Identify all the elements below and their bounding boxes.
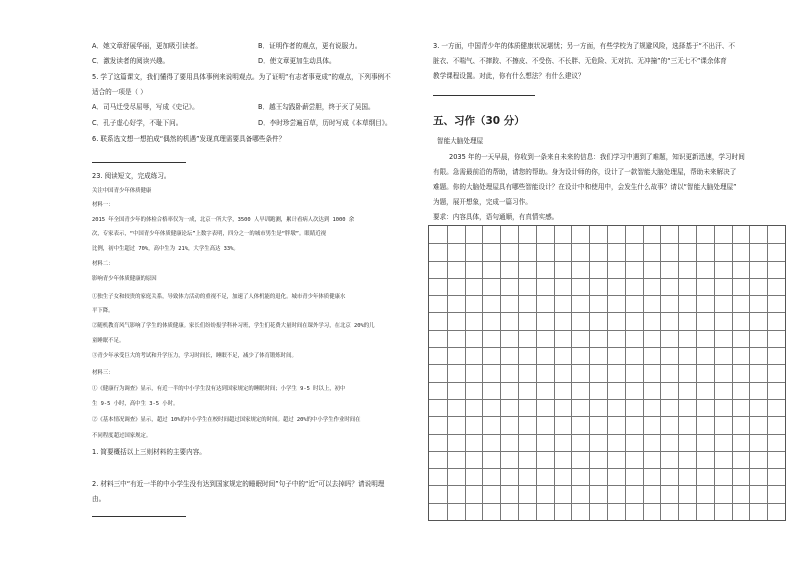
grid-column-line (714, 226, 715, 520)
material-2-line-2: 平下降。 (92, 308, 114, 314)
essay-writing-grid[interactable] (428, 225, 786, 521)
reading-section-title: 23. 阅读短文，完成练习。 (92, 172, 171, 180)
q3-line-1: 3. 一方面，中国青少年的体质健康状况堪忧；另一方面，有些学校为了规避风险，选择基于“不出汗、不 (433, 42, 735, 50)
grid-column-line (749, 226, 750, 520)
grid-column-line (732, 226, 733, 520)
material-3-line-3: ②《基本情况调查》显示，超过 10%的中小学生在校时间超过国家规定的时间。超过 20%的中小学生作业时间在 (92, 417, 361, 423)
writing-section-title: 五、习作（30 分） (433, 115, 525, 127)
grid-column-line (660, 226, 661, 520)
q5-option-b: B．越王勾践卧薪尝胆，终于灭了吴国。 (258, 103, 375, 111)
q5-line2: 适合的一项是（ ） (92, 88, 147, 96)
answer-line (92, 162, 186, 163)
grid-row-line (429, 261, 785, 262)
material-2-title: 材料二： (92, 261, 114, 267)
material-1-title: 材料一： (92, 202, 114, 208)
grid-row-line (429, 451, 785, 452)
grid-row-line (429, 312, 785, 313)
grid-row-line (429, 416, 785, 417)
grid-column-line (767, 226, 768, 520)
grid-column-line (482, 226, 483, 520)
grid-column-line (589, 226, 590, 520)
material-2-heading: 影响青少年体质健康的原因 (92, 276, 157, 282)
grid-column-line (554, 226, 555, 520)
material-1-line-1: 2015 年全国青少年的体检合格率仅为一成，北京一所大学，3500 人早训跑测，累计看病人次达到 1000 余 (92, 217, 355, 223)
grid-column-line (447, 226, 448, 520)
grid-row-line (429, 485, 785, 486)
grid-row-line (429, 347, 785, 348)
grid-column-line (678, 226, 679, 520)
q3-line-2: 脏衣、不喘气、不摔跤、不擦皮、不受伤、不长胖、无危险、无对抗、无冲撞”的“三无七不”课余体育 (433, 57, 727, 65)
material-1-line-2: 次，专家表示，“中国青少年体质健康论坛”上数字表明，四分之一的城市男生是“胖墩”。眼睛近视 (92, 231, 326, 237)
prompt-line-1: 2035 年的一天早晨，你收到一条来自未来的信息：我们学习中遇到了难题，知识更新迅速，学习时间 (449, 153, 745, 161)
grid-column-line (500, 226, 501, 520)
q6-text: 6. 联系选文想一想拍成“偶然的机遇”发现真理需要具备哪些条件？ (92, 135, 286, 143)
material-3-line-4: 不同程度超过国家规定。 (92, 433, 152, 439)
prompt-line-2: 有限。急需最前沿的帮助，请您的帮助。身为设计师的你，设计了一款智能大脑处理屋，帮助未来解决了 (433, 168, 737, 176)
q5-option-c: C．孔子虚心好学，不耻下问。 (92, 119, 183, 127)
question-1: 1. 简要概括以上三则材料的主要内容。 (92, 448, 206, 456)
material-3-title: 材料三： (92, 370, 114, 376)
q3-line-3: 教学课程设置。对此，你有什么想法？有什么建议？ (433, 72, 585, 80)
option-a: A．她文章舒展华丽，更加吸引读者。 (92, 42, 203, 50)
grid-row-line (429, 295, 785, 296)
essay-requirements: 要求：内容具体，语句通顺，有真情实感。 (433, 213, 559, 221)
material-1-line-3: 比例，初中生超过 70%，高中生为 21%，大学生高达 33%。 (92, 246, 239, 252)
answer-line (92, 516, 186, 517)
material-3-line-2: 生 9-5 小时，高中生 3-5 小时。 (92, 401, 179, 407)
grid-row-line (429, 330, 785, 331)
grid-column-line (536, 226, 537, 520)
grid-row-line (429, 243, 785, 244)
prompt-line-3: 难题。你的大脑处理屋具有哪些智能设计？在设计中和使用中，会发生什么故事？请以“智能大脑处理屋” (433, 183, 737, 191)
grid-row-line (429, 399, 785, 400)
material-2-line-3: ②随机教育风气影响了学生的体质健康。家长们纷纷报学科补习班，学生们花费大量时间在课外学习，在北京 20%的儿 (92, 323, 375, 329)
grid-row-line (429, 503, 785, 504)
grid-column-line (625, 226, 626, 520)
grid-row-line (429, 468, 785, 469)
material-2-line-5: ③青少年承受巨大的考试和升学压力，学习时间长，睡眠不足，减少了体育锻炼时间。 (92, 353, 297, 359)
option-d: D．使文章更加生动具体。 (258, 57, 336, 65)
essay-title: 智能大脑处理屋 (437, 137, 484, 145)
grid-column-line (696, 226, 697, 520)
grid-row-line (429, 382, 785, 383)
grid-column-line (643, 226, 644, 520)
option-c: C．激发读者的阅读兴趣。 (92, 57, 170, 65)
answer-line (433, 95, 535, 96)
q5-line1: 5. 学了这篇课文，我们懂得了要用具体事例来说明观点。为了证明“有志者事竟成”的观点，下列事例不 (92, 73, 391, 81)
question-2-line1: 2. 材料三中“有近一半的中小学生没有达到国家规定的睡眠时间”句子中的“近”可以去掉吗？请说明理 (92, 480, 385, 488)
grid-row-line (429, 278, 785, 279)
question-2-line2: 由。 (92, 495, 106, 503)
material-2-line-1: ①独生子女和较贵的家庭关系，导致体力活动的重视不足，加速了人体机能的退化。城市青少年体质健康水 (92, 294, 346, 300)
prompt-line-4: 为题，展开想象，完成一篇习作。 (433, 198, 532, 206)
article-title: 关注中国青少年体质健康 (92, 188, 152, 194)
grid-row-line (429, 434, 785, 435)
q5-option-d: D．李时珍尝遍百草，历时写成《本草纲目》。 (258, 119, 392, 127)
option-b: B．证明作者的观点，更有说服力。 (258, 42, 362, 50)
material-2-line-4: 童睡眠不足。 (92, 338, 125, 344)
q5-option-a: A．司马迁受尽屈辱，写成《史记》。 (92, 103, 199, 111)
grid-row-line (429, 364, 785, 365)
material-3-line-1: ①《健康行为调查》显示，有近一半的中小学生没有达到国家规定的睡眠时间；小学生 9-5 时以上，初中 (92, 386, 346, 392)
grid-column-line (465, 226, 466, 520)
grid-column-line (607, 226, 608, 520)
grid-column-line (518, 226, 519, 520)
grid-column-line (571, 226, 572, 520)
